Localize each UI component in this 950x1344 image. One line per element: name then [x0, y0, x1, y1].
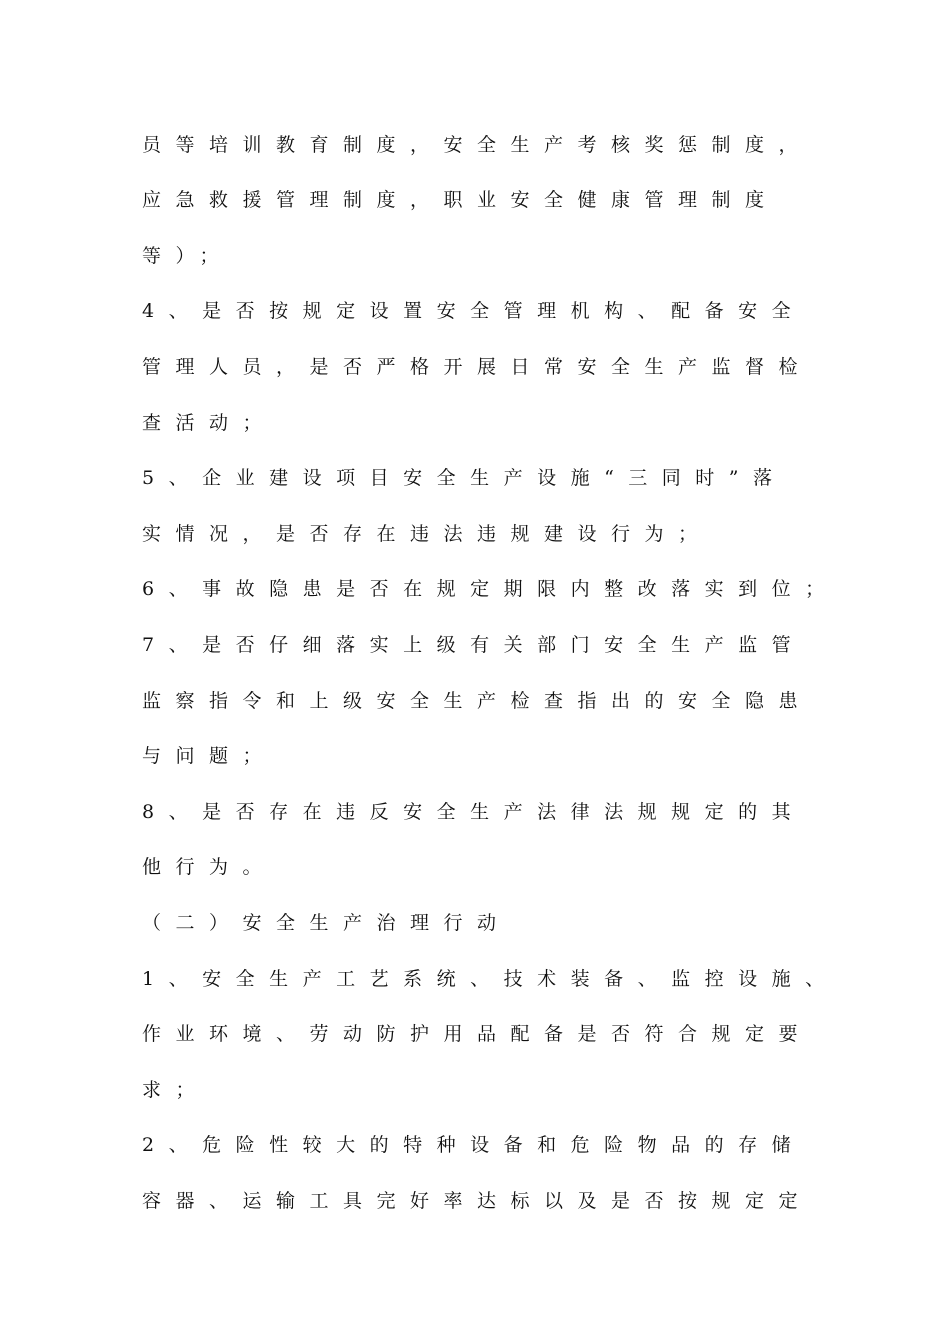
- text-line: 5、企业建设项目安全生产设施“三同时”落: [142, 467, 787, 489]
- text-line: 他行为。: [142, 856, 277, 878]
- text-line: 查活动；: [142, 412, 277, 434]
- text-line: 与问题；: [142, 745, 277, 767]
- text-line: 7、是否仔细落实上级有关部门安全生产监管: [142, 634, 806, 656]
- text-line: 6、事故隐患是否在规定期限内整改落实到位；: [142, 578, 839, 600]
- text-line: 员等培训教育制度，安全生产考核奖惩制度，: [142, 134, 813, 156]
- text-line: 8、是否存在违反安全生产法律法规规定的其: [142, 801, 806, 823]
- text-line: 实情况，是否存在违法违规建设行为；: [142, 523, 712, 545]
- text-line: 1、安全生产工艺系统、技术装备、监控设施、: [142, 968, 839, 990]
- text-line: 作业环境、劳动防护用品配备是否符合规定要: [142, 1023, 813, 1045]
- text-line: 求；: [142, 1079, 210, 1101]
- section-heading: （二）安全生产治理行动: [142, 912, 511, 934]
- text-line: 4、是否按规定设置安全管理机构、配备安全: [142, 300, 806, 322]
- text-line: 等）；: [142, 245, 234, 267]
- text-line: 2、危险性较大的特种设备和危险物品的存储: [142, 1134, 806, 1156]
- text-line: 管理人员，是否严格开展日常安全生产监督检: [142, 356, 813, 378]
- text-line: 监察指令和上级安全生产检查指出的安全隐患: [142, 690, 813, 712]
- text-line: 容器、运输工具完好率达标以及是否按规定定: [142, 1190, 813, 1212]
- text-line: 应急救援管理制度，职业安全健康管理制度: [142, 189, 779, 211]
